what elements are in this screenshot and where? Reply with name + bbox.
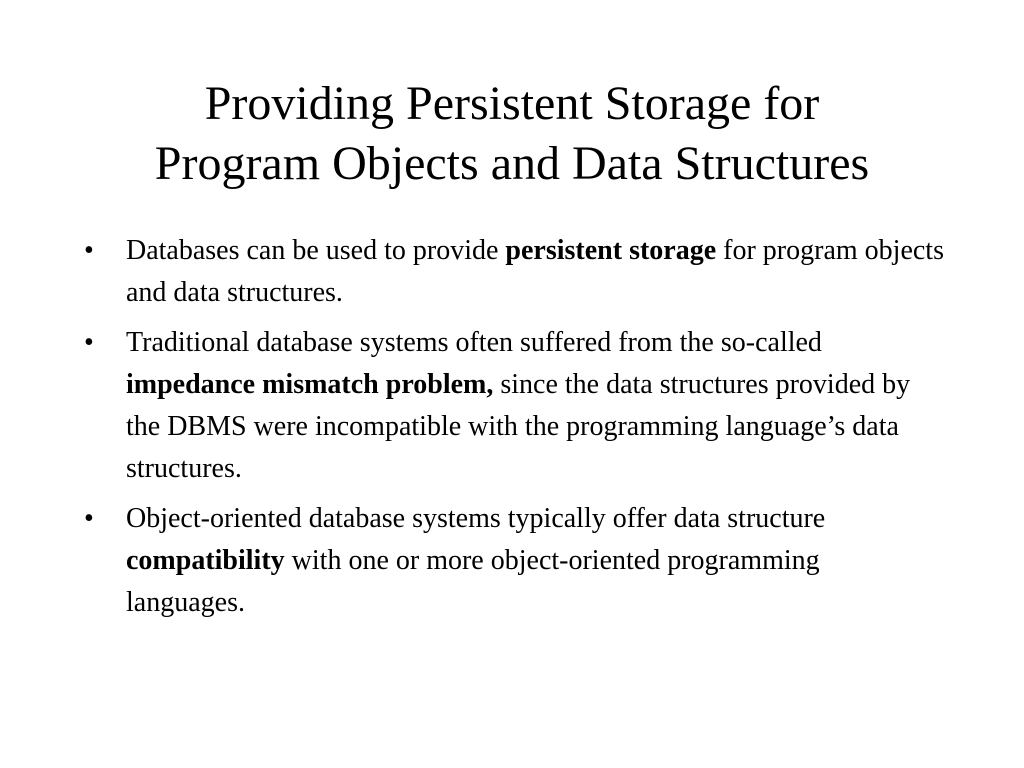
bullet-text-1-after: for program objects and data structures. [126,235,944,308]
bullet-text-3-bold: compatibility [126,545,285,576]
bullet-text-2-after: since the data structures provided by the DBMS were incompatible with the programming language’s data structures. [126,369,911,484]
bullet-item [84,230,944,314]
title-line-1: Providing Persistent Storage for [204,77,820,130]
bullet-list [84,230,944,632]
bullet-icon: • [84,327,94,358]
bullet-text-3-before: Object-oriented database systems typically offer data structure [126,503,826,534]
slide-title [40,74,984,194]
bullet-text-1-bold: persistent storage [505,235,717,266]
bullet-icon: • [84,235,94,266]
bullet-text-2-before: Traditional database systems often suffered from the so-called [126,327,822,358]
bullet-text-1-before: Databases can be used to provide [126,235,506,266]
bullet-icon: • [84,503,94,534]
bullet-item [84,498,944,624]
bullet-item [84,322,944,490]
bullet-text-3-after: with one or more object-oriented programming languages. [126,545,820,618]
bullet-text-2-bold: impedance mismatch problem, [126,369,494,400]
title-line-2: Program Objects and Data Structures [154,137,870,190]
